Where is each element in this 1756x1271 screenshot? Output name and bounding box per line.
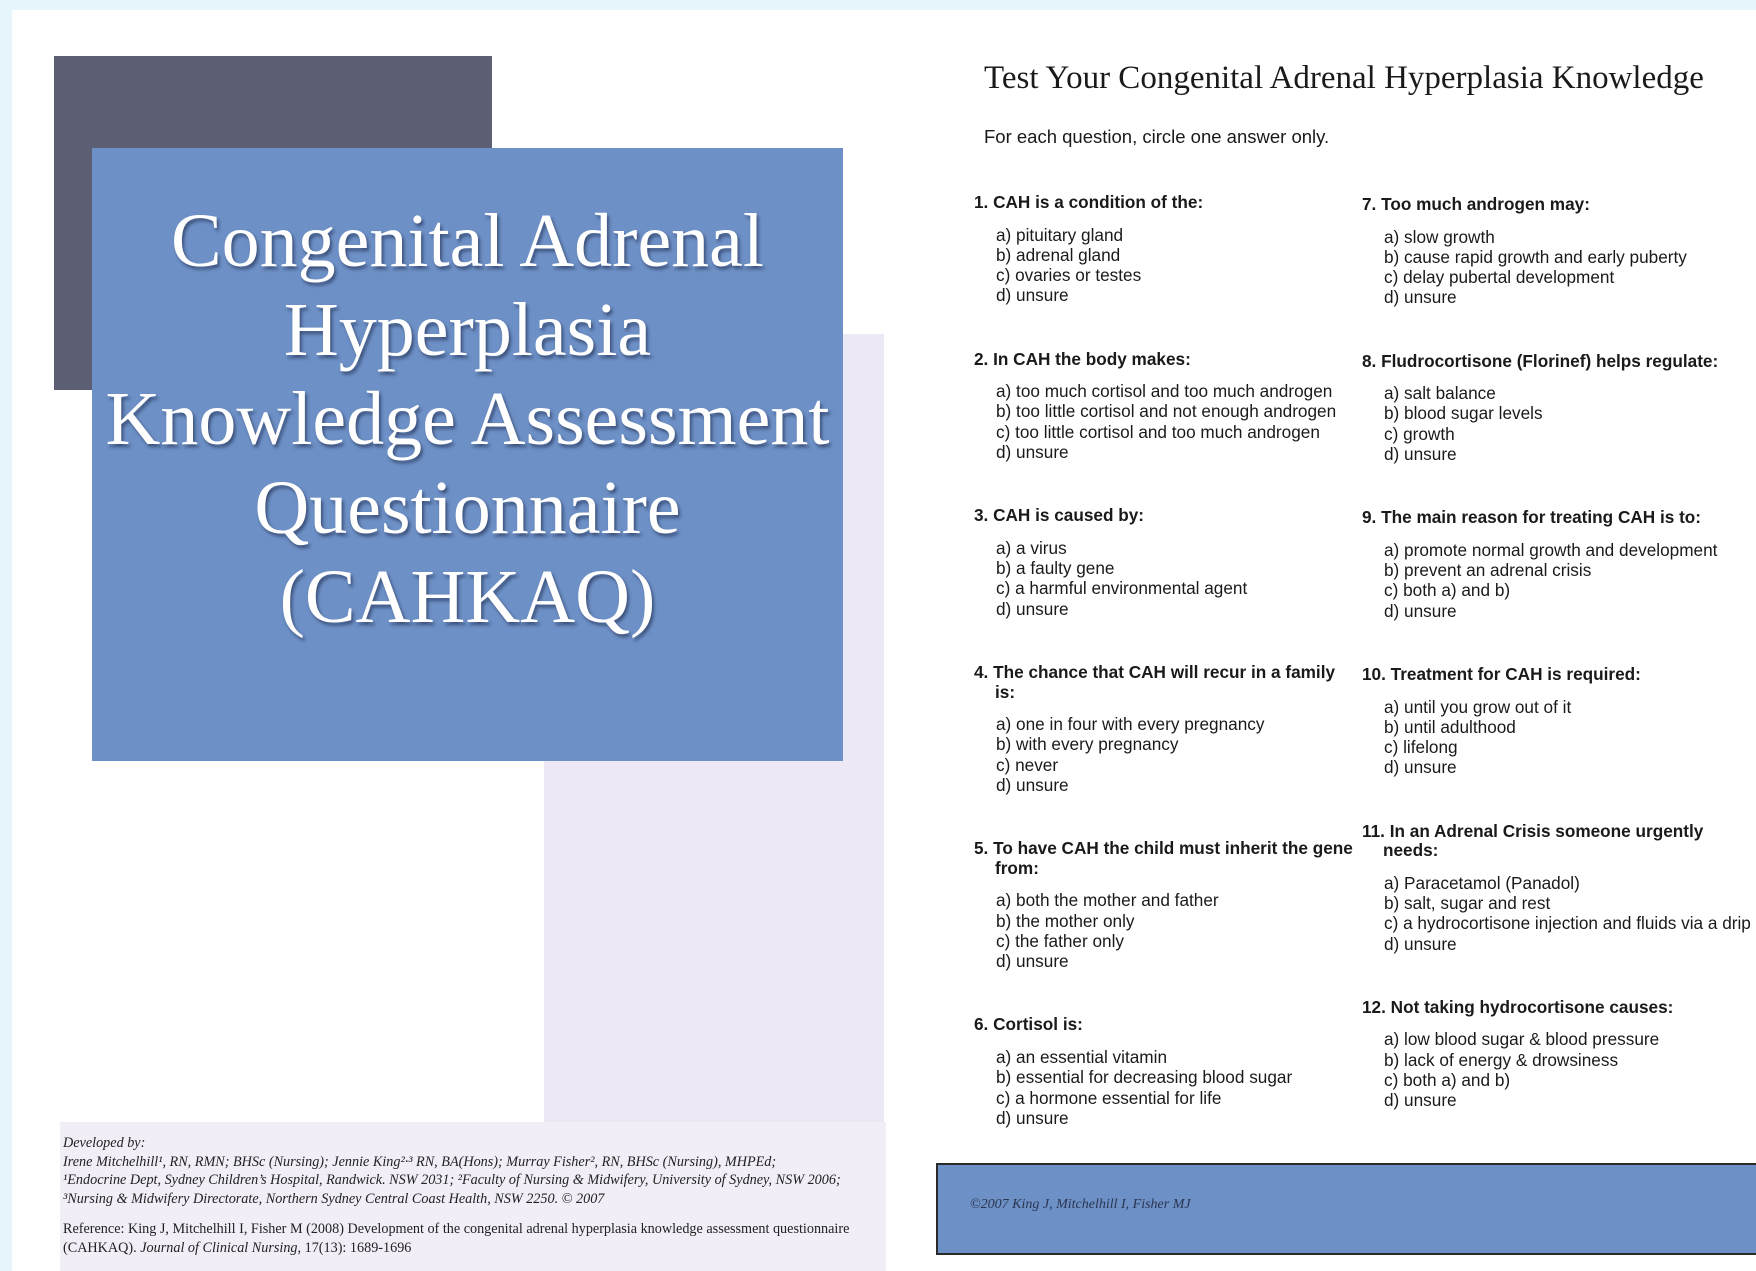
question-item bbox=[1362, 822, 1752, 954]
answer-option[interactable]: d) unsure bbox=[996, 598, 1069, 619]
questions-left-column bbox=[974, 193, 1354, 1128]
answer-option[interactable]: c) a hormone essential for life bbox=[996, 1087, 1222, 1108]
answer-option[interactable]: c) lifelong bbox=[1384, 737, 1458, 758]
answer-option[interactable]: c) delay pubertal development bbox=[1384, 267, 1615, 288]
question-text: 3. CAH is caused by: bbox=[974, 505, 1145, 526]
answer-option[interactable]: b) until adulthood bbox=[1384, 716, 1516, 737]
answer-option[interactable]: a) one in four with every pregnancy bbox=[996, 714, 1265, 735]
cover-title-line: Hyperplasia bbox=[283, 288, 652, 372]
question-item bbox=[974, 506, 1354, 619]
answer-option[interactable]: a) until you grow out of it bbox=[1384, 696, 1572, 717]
answer-option[interactable]: c) the father only bbox=[996, 930, 1125, 951]
credits-heading: Developed by: bbox=[63, 1135, 146, 1151]
answer-option[interactable]: d) unsure bbox=[996, 285, 1069, 306]
credits-affiliations: ¹Endocrine Dept, Sydney Children’s Hospital, Randwick. NSW 2031; ²Faculty of Nursing & Midwifery, University of Sydney, NSW 2006; ³Nursing & Midwifery Directorate, Northern Sydney Central Coast Health, NSW 2250. © 2007 bbox=[63, 1172, 841, 1207]
answer-option[interactable]: a) pituitary gland bbox=[996, 224, 1124, 245]
cover-title-line: (CAHKAQ) bbox=[279, 555, 656, 639]
answer-option[interactable]: b) with every pregnancy bbox=[996, 734, 1179, 755]
copyright-text: ©2007 King J, Mitchelhill I, Fisher MJ bbox=[970, 1197, 1191, 1212]
cover-title-line: Knowledge Assessment bbox=[105, 377, 830, 461]
answer-option[interactable]: d) unsure bbox=[996, 951, 1069, 972]
credits-reference bbox=[63, 1220, 873, 1257]
answer-option[interactable]: d) unsure bbox=[1384, 444, 1457, 465]
answer-option[interactable]: d) unsure bbox=[996, 442, 1069, 463]
cover-title-line: Congenital Adrenal bbox=[170, 199, 765, 283]
answer-option[interactable]: a) a virus bbox=[996, 537, 1067, 558]
question-text: 8. Fludrocortisone (Florinef) helps regulate: bbox=[1362, 350, 1719, 371]
question-text: 1. CAH is a condition of the: bbox=[974, 192, 1204, 212]
question-text: 6. Cortisol is: bbox=[974, 1014, 1083, 1035]
answer-option[interactable]: d) unsure bbox=[1384, 600, 1457, 621]
question-text: 7. Too much androgen may: bbox=[1362, 194, 1590, 214]
question-item bbox=[974, 1015, 1354, 1128]
answer-option[interactable]: a) an essential vitamin bbox=[996, 1046, 1168, 1067]
document-page bbox=[12, 10, 1756, 1271]
answer-option[interactable]: b) essential for decreasing blood sugar bbox=[996, 1067, 1293, 1088]
question-text: 12. Not taking hydrocortisone causes: bbox=[1362, 996, 1674, 1017]
answer-option[interactable]: d) unsure bbox=[996, 774, 1069, 795]
answer-option[interactable]: b) adrenal gland bbox=[996, 244, 1121, 265]
answer-option[interactable]: c) never bbox=[996, 754, 1059, 775]
question-text: 11. In an Adrenal Crisis someone urgently needs: bbox=[1362, 820, 1704, 861]
question-text: 4. The chance that CAH will recur in a family is: bbox=[974, 662, 1336, 702]
reference-citation: , 17(13): 1689-1696 bbox=[297, 1239, 412, 1256]
answer-option[interactable]: b) salt, sugar and rest bbox=[1384, 893, 1551, 914]
answer-option[interactable]: c) growth bbox=[1384, 423, 1455, 444]
question-text: 2. In CAH the body makes: bbox=[974, 348, 1191, 369]
answer-option[interactable]: c) ovaries or testes bbox=[996, 265, 1142, 286]
answer-option[interactable]: a) salt balance bbox=[1384, 383, 1496, 404]
answer-option[interactable]: a) Paracetamol (Panadol) bbox=[1384, 872, 1580, 893]
answer-option[interactable]: b) a faulty gene bbox=[996, 558, 1115, 579]
answer-option[interactable]: c) both a) and b) bbox=[1384, 1070, 1511, 1091]
question-text: 10. Treatment for CAH is required: bbox=[1362, 664, 1641, 685]
answer-option[interactable]: d) unsure bbox=[996, 1107, 1069, 1128]
answer-option[interactable]: b) prevent an adrenal crisis bbox=[1384, 560, 1592, 581]
reference-journal: Journal of Clinical Nursing bbox=[140, 1239, 298, 1256]
question-item bbox=[974, 839, 1354, 971]
answer-option[interactable]: d) unsure bbox=[1384, 287, 1457, 308]
copyright-banner bbox=[936, 1163, 1756, 1255]
question-item bbox=[1362, 195, 1752, 308]
questions-right-column bbox=[1362, 195, 1752, 1111]
answer-option[interactable]: a) promote normal growth and development bbox=[1384, 539, 1718, 560]
question-item bbox=[974, 350, 1354, 463]
answer-option[interactable]: a) both the mother and father bbox=[996, 890, 1219, 911]
cover-title-line: Questionnaire bbox=[254, 466, 681, 550]
question-item bbox=[1362, 665, 1752, 778]
question-item bbox=[974, 193, 1354, 306]
cover-title bbox=[105, 197, 829, 642]
question-item bbox=[1362, 508, 1752, 621]
cover-title-panel bbox=[92, 148, 843, 761]
answer-option[interactable]: b) cause rapid growth and early puberty bbox=[1384, 246, 1687, 267]
answer-option[interactable]: c) both a) and b) bbox=[1384, 580, 1511, 601]
answer-option[interactable]: d) unsure bbox=[1384, 757, 1457, 778]
answer-option[interactable]: a) too much cortisol and too much androgen bbox=[996, 381, 1333, 402]
credits-authors: Irene Mitchelhill¹, RN, RMN; BHSc (Nursing); Jennie King²·³ RN, BA(Hons); Murray Fisher², RN, BHSc (Nursing), MHPEd; bbox=[63, 1153, 777, 1170]
quiz-title: Test Your Congenital Adrenal Hyperplasia Knowledge bbox=[984, 60, 1704, 96]
reference-text: Reference: King J, Mitchelhill I, Fisher M (2008) Development of the congenital adrenal hyperplasia knowledge assessment questionnaire (CAHKAQ). bbox=[63, 1221, 850, 1256]
answer-option[interactable]: c) a hydrocortisone injection and fluids via a drip bbox=[1384, 913, 1751, 934]
answer-option[interactable]: b) the mother only bbox=[996, 910, 1135, 931]
answer-option[interactable]: c) a harmful environmental agent bbox=[996, 578, 1248, 599]
answer-option[interactable]: d) unsure bbox=[1384, 933, 1457, 954]
question-text: 5. To have CAH the child must inherit the gene from: bbox=[974, 838, 1353, 878]
question-item bbox=[974, 663, 1354, 795]
answer-option[interactable]: a) low blood sugar & blood pressure bbox=[1384, 1029, 1660, 1050]
quiz-instruction: For each question, circle one answer only. bbox=[984, 126, 1330, 147]
question-item bbox=[1362, 998, 1752, 1111]
question-text: 9. The main reason for treating CAH is to: bbox=[1362, 507, 1702, 528]
answer-option[interactable]: b) too little cortisol and not enough androgen bbox=[996, 401, 1337, 422]
answer-option[interactable]: b) lack of energy & drowsiness bbox=[1384, 1049, 1619, 1070]
answer-option[interactable]: a) slow growth bbox=[1384, 226, 1495, 247]
answer-option[interactable]: b) blood sugar levels bbox=[1384, 403, 1543, 424]
answer-option[interactable]: c) too little cortisol and too much androgen bbox=[996, 421, 1320, 442]
credits-section bbox=[63, 1134, 873, 1257]
question-item bbox=[1362, 352, 1752, 465]
answer-option[interactable]: d) unsure bbox=[1384, 1090, 1457, 1111]
